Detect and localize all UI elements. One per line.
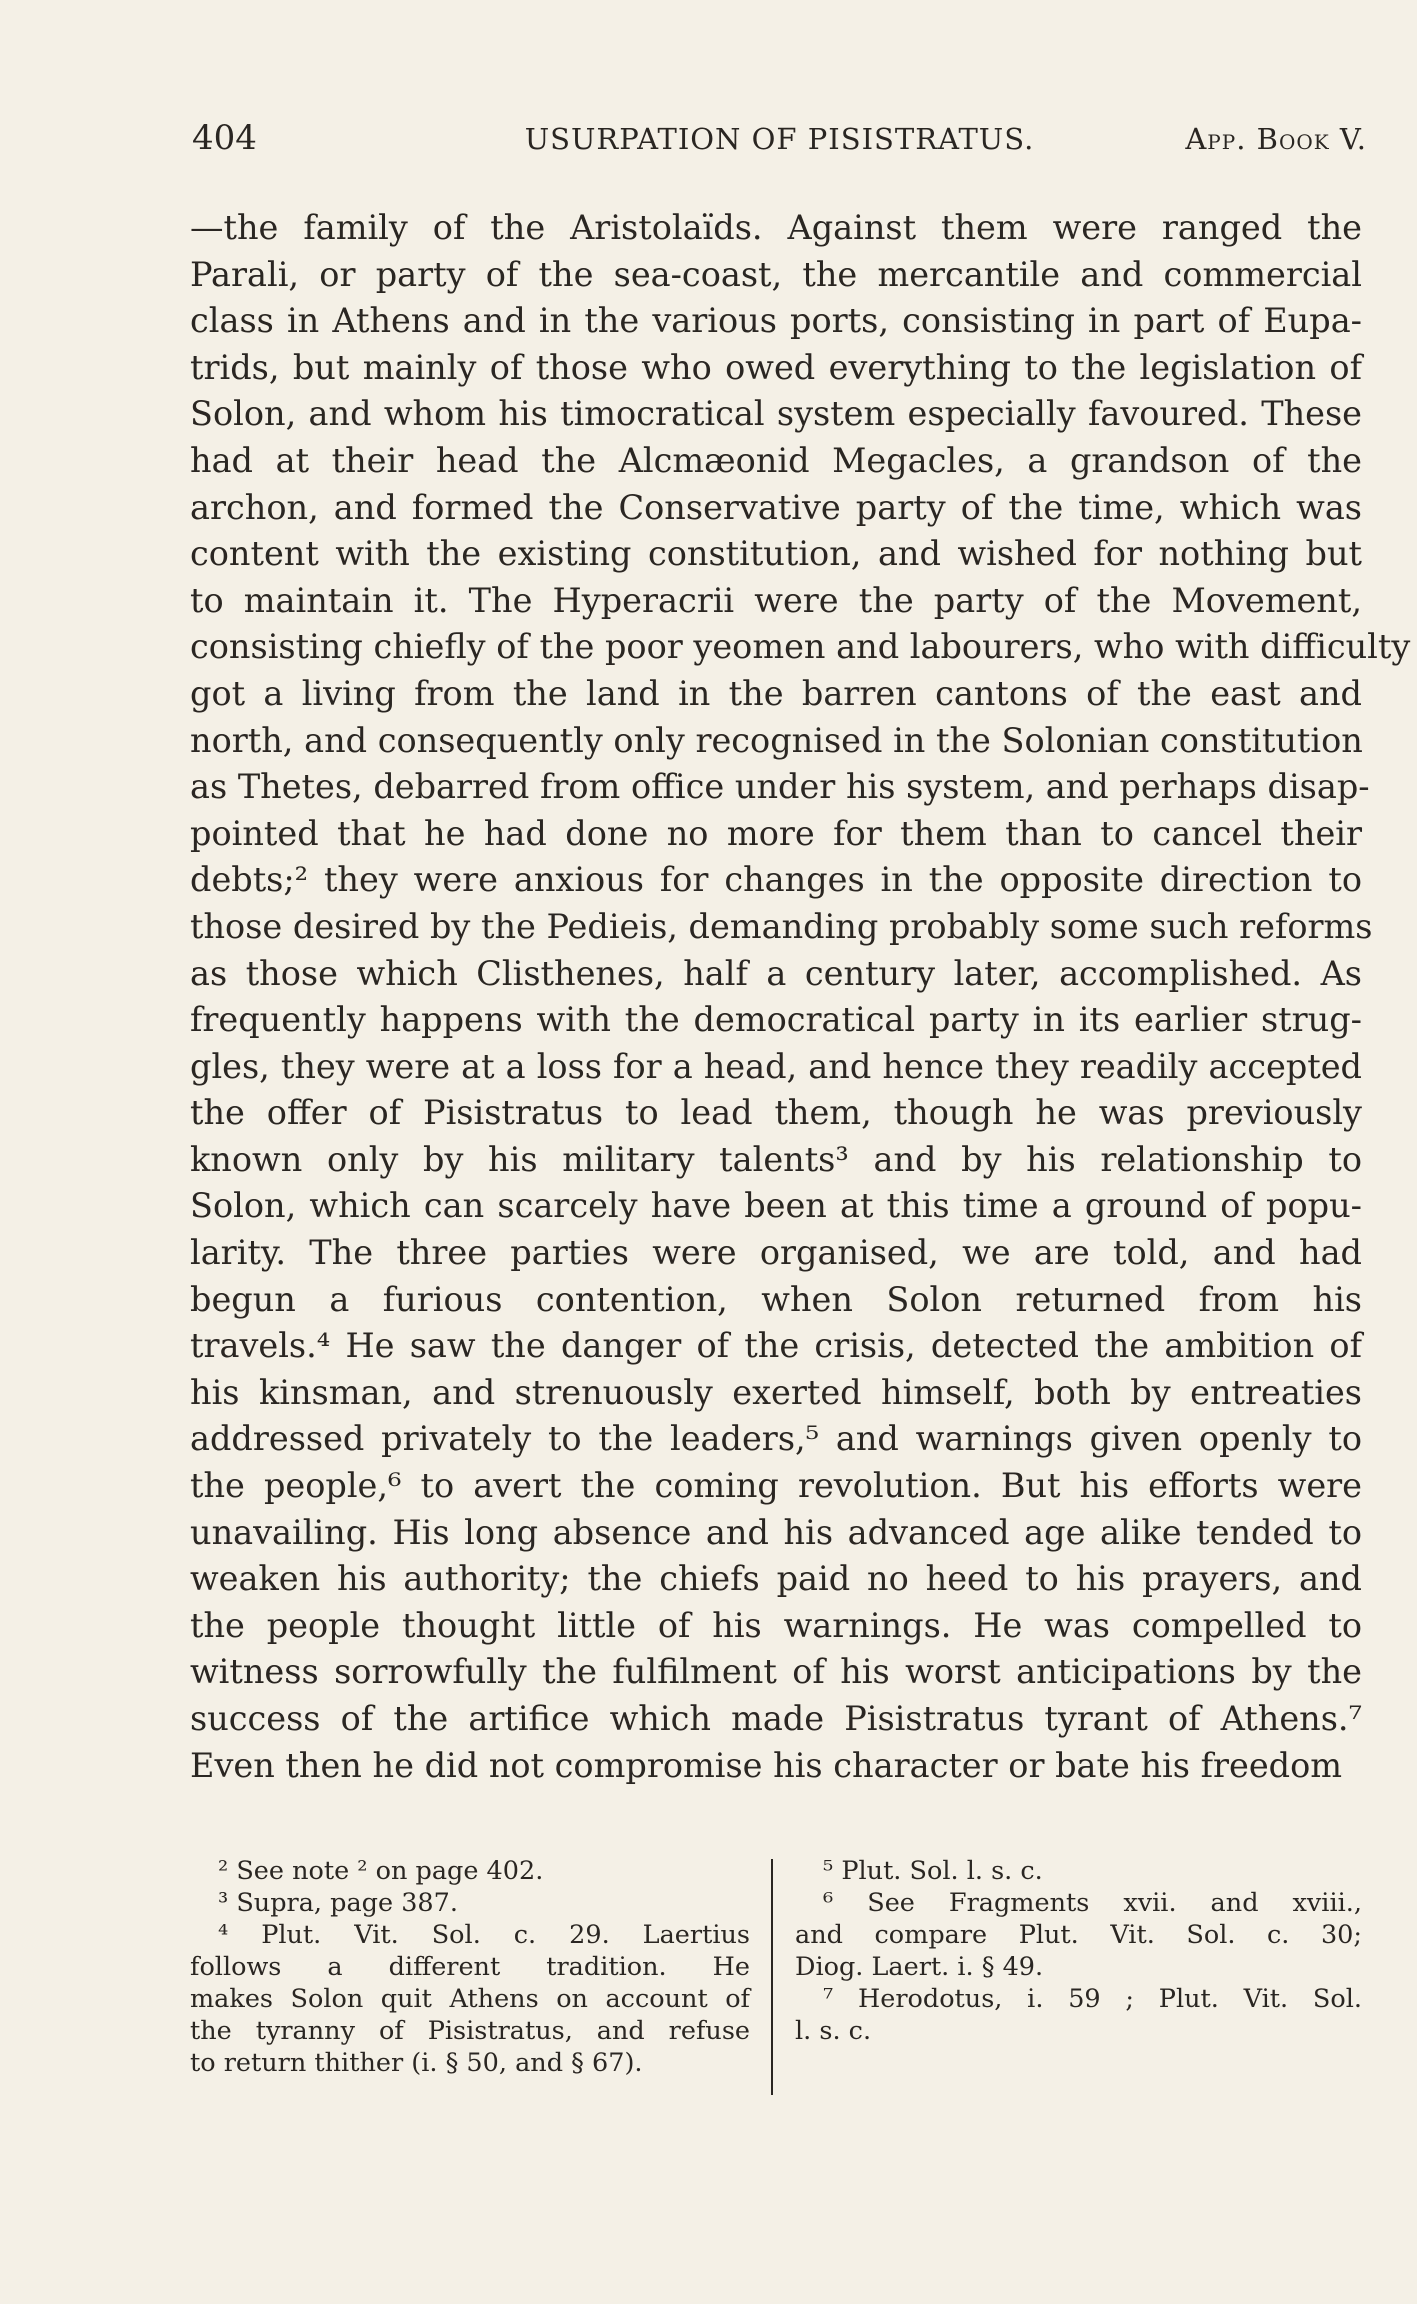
text-line: pointed that he had done no more for them than to cancel their xyxy=(190,813,1362,853)
text-line: content with the existing constitution, and wished for nothing but xyxy=(190,534,1362,574)
text-line: Even then he did not compromise his character or bate his freedom xyxy=(190,1745,1343,1785)
footnote-line: Diog. Laert. i. § 49. xyxy=(795,1952,1044,1982)
page-header xyxy=(192,118,1367,170)
running-title: USURPATION OF PISISTRATUS. xyxy=(524,122,1035,156)
text-line: debts;² they were anxious for changes in the opposite direction to xyxy=(190,860,1362,900)
text-line: trids, but mainly of those who owed everything to the legislation of xyxy=(190,347,1362,387)
footnote-line: follows a different tradition. He xyxy=(190,1952,750,1982)
footnotes-right-column xyxy=(795,1855,1362,2047)
text-line: gles, they were at a loss for a head, and hence they readily accepted xyxy=(190,1046,1362,1086)
text-line: known only by his military talents³ and by his relationship to xyxy=(190,1139,1362,1179)
text-line: larity. The three parties were organised, we are told, and had xyxy=(190,1233,1362,1273)
text-line: as Thetes, debarred from office under his system, and perhaps disap- xyxy=(190,767,1370,807)
text-line: travels.⁴ He saw the danger of the crisis, detected the ambition of xyxy=(190,1326,1362,1366)
text-line: Solon, and whom his timocratical system especially favoured. These xyxy=(190,394,1362,434)
text-line: frequently happens with the democratical party in its earlier strug- xyxy=(190,1000,1362,1040)
footnote-line: l. s. c. xyxy=(795,2016,872,2046)
text-line: those desired by the Pedieis, demanding probably some such reforms xyxy=(190,906,1373,946)
text-line: Parali, or party of the sea-coast, the mercantile and commercial xyxy=(190,254,1362,294)
body-text xyxy=(190,205,1411,1789)
footnote-line: and compare Plut. Vit. Sol. c. 30; xyxy=(795,1920,1362,1950)
footnote-line: ⁷ Herodotus, i. 59 ; Plut. Vit. Sol. xyxy=(823,1984,1362,2014)
page-number: 404 xyxy=(192,118,257,158)
text-line: the people thought little of his warnings. He was compelled to xyxy=(190,1605,1362,1645)
footnote-line: makes Solon quit Athens on account of xyxy=(190,1984,750,2014)
footnote-line: the tyranny of Pisistratus, and refuse xyxy=(190,2016,750,2046)
text-line: —the family of the Aristolaïds. Against them were ranged the xyxy=(190,208,1362,247)
footnotes-left-column xyxy=(190,1855,750,2079)
text-line: to maintain it. The Hyperacrii were the party of the Movement, xyxy=(190,580,1362,620)
text-line: weaken his authority; the chiefs paid no heed to his prayers, and xyxy=(190,1559,1362,1599)
text-line: success of the artifice which made Pisistratus tyrant of Athens.⁷ xyxy=(190,1699,1362,1738)
text-line: the people,⁶ to avert the coming revolution. But his efforts were xyxy=(190,1466,1362,1506)
footnote-line: ² See note ² on page 402. xyxy=(218,1856,544,1886)
section-reference: App. Book V. xyxy=(1185,122,1367,156)
text-line: had at their head the Alcmæonid Megacles, a grandson of the xyxy=(190,440,1362,480)
text-line: the offer of Pisistratus to lead them, though he was previously xyxy=(190,1093,1362,1133)
text-line: unavailing. His long absence and his advanced age alike tended to xyxy=(190,1512,1362,1552)
text-line: north, and consequently only recognised in the Solonian constitution xyxy=(190,720,1363,760)
footnote-line: to return thither (i. § 50, and § 67). xyxy=(190,2048,643,2078)
text-line: as those which Clisthenes, half a century later, accomplished. As xyxy=(190,953,1362,993)
footnote-line: ⁴ Plut. Vit. Sol. c. 29. Laertius xyxy=(218,1920,750,1950)
text-line: witness sorrowfully the fulfilment of his worst anticipations by the xyxy=(190,1652,1362,1692)
text-line: addressed privately to the leaders,⁵ and warnings given openly to xyxy=(190,1419,1362,1459)
footnote-line: ⁵ Plut. Sol. l. s. c. xyxy=(823,1856,1043,1886)
text-line: archon, and formed the Conservative party of the time, which was xyxy=(190,487,1362,527)
text-line: consisting chiefly of the poor yeomen and labourers, who with difficulty xyxy=(190,627,1411,667)
footnotes xyxy=(190,1855,1362,2095)
text-line: Solon, which can scarcely have been at this time a ground of popu- xyxy=(190,1186,1362,1226)
footnote-line: ³ Supra, page 387. xyxy=(218,1888,458,1918)
footnote-line: ⁶ See Fragments xvii. and xviii., xyxy=(823,1888,1362,1918)
text-line: got a living from the land in the barren cantons of the east and xyxy=(190,673,1362,713)
text-line: class in Athens and in the various ports, consisting in part of Eupa- xyxy=(190,301,1362,341)
text-line: begun a furious contention, when Solon returned from his xyxy=(190,1279,1362,1319)
text-line: his kinsman, and strenuously exerted himself, both by entreaties xyxy=(190,1372,1362,1412)
footnote-column-divider xyxy=(771,1859,773,2095)
